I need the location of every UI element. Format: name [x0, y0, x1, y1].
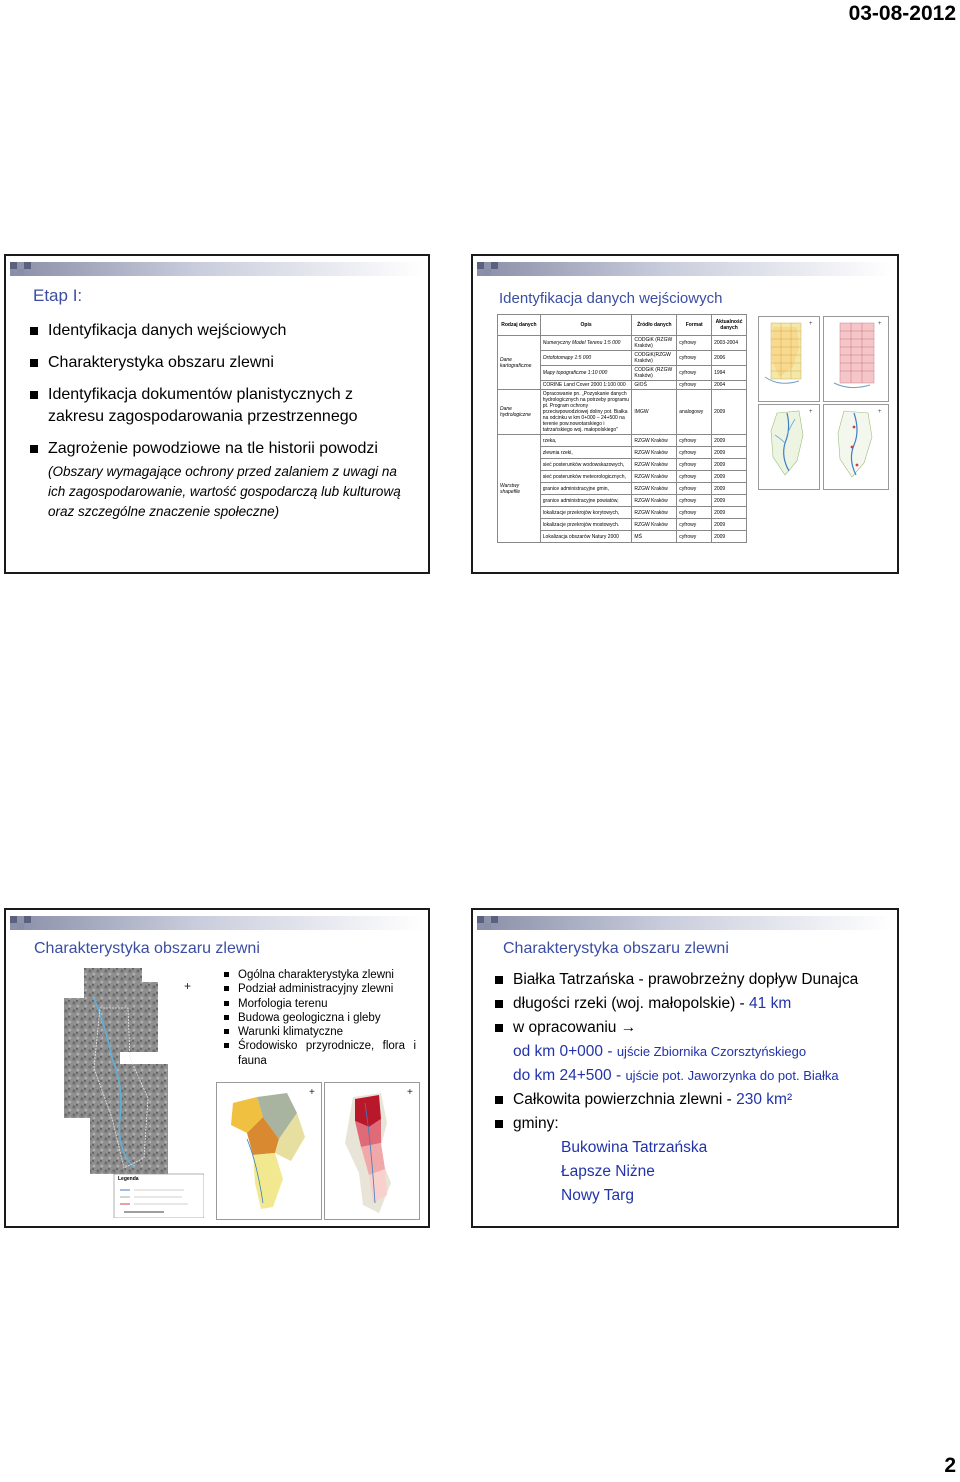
bullet-note: (Obszary wymagające ochrony przed zalaniem z uwagi na ich zagospodarowanie, wartość gospodarczą lub kulturową oraz szczególne znaczenie społeczne) — [48, 464, 401, 519]
map-thumbnail-river-network — [758, 404, 820, 490]
sub-item: do km 24+500 - ujście pot. Jaworzynka do pot. Białka — [513, 1067, 839, 1084]
river-map-graphic — [759, 405, 819, 489]
map-thumbnail-ortho-grid — [758, 316, 820, 402]
col-header: Aktualność danych — [712, 315, 747, 336]
col-header: Format — [677, 315, 712, 336]
slide-basin-characteristics — [471, 908, 899, 1228]
col-header: Opis — [540, 315, 632, 336]
map-thumbnail-topo-grid — [823, 316, 889, 402]
header-band — [477, 262, 893, 276]
decor-square — [477, 916, 484, 923]
table-row: granice administracyjne powiatów, RZGW Kraków cyfrowy 2009 — [498, 495, 747, 507]
table-row: lokalizacje przekrojów mostowych. RZGW Kraków cyfrowy 2009 — [498, 519, 747, 531]
decor-square — [484, 269, 491, 276]
group-label: Dane kartograficzne — [498, 336, 541, 390]
bullet-item: Całkowita powierzchnia zlewni - 230 km² — [495, 1088, 895, 1112]
table-row: granice administracyjne gmin, RZGW Kraków cyfrowy 2009 — [498, 483, 747, 495]
bullet-item: Podział administracyjny zlewni — [220, 982, 416, 996]
svg-text:+: + — [878, 409, 882, 415]
bullet-item: w opracowaniu → — [495, 1016, 895, 1040]
sub-item: od km 0+000 - ujście Zbiornika Czorsztyńskiego — [513, 1043, 807, 1060]
slide-title: Charakterystyka obszaru zlewni — [503, 940, 729, 957]
bullet-list — [220, 968, 416, 1068]
bullet-item: długości rzeki (woj. małopolskie) - 41 km — [495, 992, 895, 1016]
table-row: Mapy topograficzne 1:10 000 CODGiK (RZGW Kraków) cyfrowy 1994 — [498, 366, 747, 381]
svg-text:+: + — [878, 321, 882, 327]
bullet-item: Ogólna charakterystyka zlewni — [220, 968, 416, 982]
svg-text:+: + — [184, 979, 192, 993]
header-band — [477, 916, 893, 930]
input-data-table — [497, 314, 747, 543]
bullet-list — [30, 320, 405, 460]
decor-square — [17, 269, 24, 276]
grid-map-graphic — [824, 317, 888, 401]
svg-text:+: + — [407, 1087, 413, 1098]
decor-square — [10, 262, 17, 269]
slide-basin-characteristics-maps — [4, 908, 430, 1228]
group-label: Warstwy shapefile — [498, 435, 541, 543]
decor-square — [477, 262, 484, 269]
table-row: lokalizacje przekrojów korytowych, RZGW Kraków cyfrowy 2009 — [498, 507, 747, 519]
grid-map-graphic — [759, 317, 819, 401]
slide-title: Identyfikacja danych wejściowych — [499, 290, 723, 307]
page-number: 2 — [944, 1454, 956, 1477]
group-label: Dane hydrologiczne — [498, 390, 541, 435]
river-map-graphic — [824, 405, 888, 489]
admin-map-graphic — [217, 1083, 321, 1219]
svg-text:+: + — [309, 1087, 315, 1098]
gmina-item: Bukowina Tatrzańska — [561, 1139, 708, 1156]
bullet-item: Białka Tatrzańska - prawobrzeżny dopływ Dunajca — [495, 968, 895, 992]
svg-text:+: + — [809, 409, 813, 415]
table-row: Dane kartograficzne Numeryczny Model Terenu 1:5 000 CODGiK (RZGW Kraków) cyfrowy 2003-2004 — [498, 336, 747, 351]
bullet-item: Budowa geologiczna i gleby — [220, 1011, 416, 1025]
slide-title: Etap I: — [33, 286, 83, 305]
map-thumbnail-stations — [823, 404, 889, 490]
bullet-item: Zagrożenie powodziowe na tle historii powodzi — [30, 438, 405, 460]
bullet-item: Charakterystyka obszaru zlewni — [30, 352, 405, 374]
bullet-item: gminy: — [495, 1112, 895, 1136]
bullet-item: Morfologia terenu — [220, 997, 416, 1011]
table-row: zlewnia rzeki, RZGW Kraków cyfrowy 2009 — [498, 447, 747, 459]
gmina-item: Nowy Targ — [561, 1187, 634, 1204]
decor-square — [10, 916, 17, 923]
page-date: 03-08-2012 — [848, 2, 956, 25]
col-header: Rodzaj danych — [498, 315, 541, 336]
bullet-item: Warunki klimatyczne — [220, 1025, 416, 1039]
content-block — [495, 968, 895, 1208]
gmina-item: Łapsze Niżne — [561, 1163, 655, 1180]
decor-square — [24, 262, 31, 269]
slide-input-data — [471, 254, 899, 574]
bullet-item: Identyfikacja dokumentów planistycznych z zakresu zagospodarowania przestrzennego — [30, 384, 405, 428]
slide-stage-one — [4, 254, 430, 574]
table-row: sieć posterunków wodowskazowych, RZGW Kraków cyfrowy 2009 — [498, 459, 747, 471]
bullet-item: Identyfikacja danych wejściowych — [30, 320, 405, 342]
table-row: Dane hydrologiczne Opracowanie pn. „Pozyskanie danych hydrologicznych na potrzeby programu pt. Program ochrony przeciwpowodziowej doliny pot. Białka na odcinku w km 0+000 – 24+500 na terenie pow.nowotarskiego i tatrzańskiego woj. małopolskiego” IMGW analogowy 2009 — [498, 390, 747, 435]
header-band — [10, 916, 424, 930]
decor-square — [17, 923, 24, 930]
header-band — [10, 262, 424, 276]
slide-title: Charakterystyka obszaru zlewni — [34, 940, 260, 957]
map-administrative-division — [216, 1082, 322, 1220]
decor-square — [484, 923, 491, 930]
table-row: Ortofotomapy 1:5 000 CODGiK(RZGW Kraków) cyfrowy 2006 — [498, 351, 747, 366]
map-legend-title: Legenda — [118, 1176, 139, 1182]
table-row: CORINE Land Cover 2000 1:100 000 GIOŚ cyfrowy 2004 — [498, 381, 747, 390]
col-header: Źródło danych — [632, 315, 677, 336]
table-row: sieć posterunków meteorologicznych, RZGW Kraków cyfrowy 2009 — [498, 471, 747, 483]
bullet-item: Środowisko przyrodnicze, flora i fauna — [220, 1039, 416, 1068]
decor-square — [24, 916, 31, 923]
morphology-map-graphic — [325, 1083, 419, 1219]
decor-square — [491, 262, 498, 269]
satellite-map — [64, 968, 204, 1218]
table-header-row — [498, 315, 747, 336]
svg-text:+: + — [809, 321, 813, 327]
map-morphology — [324, 1082, 420, 1220]
decor-square — [491, 916, 498, 923]
table-row: Lokalizacja obszarów Natury 2000 MŚ cyfrowy 2009 — [498, 531, 747, 543]
table-row: Warstwy shapefile rzeka, RZGW Kraków cyfrowy 2009 — [498, 435, 747, 447]
